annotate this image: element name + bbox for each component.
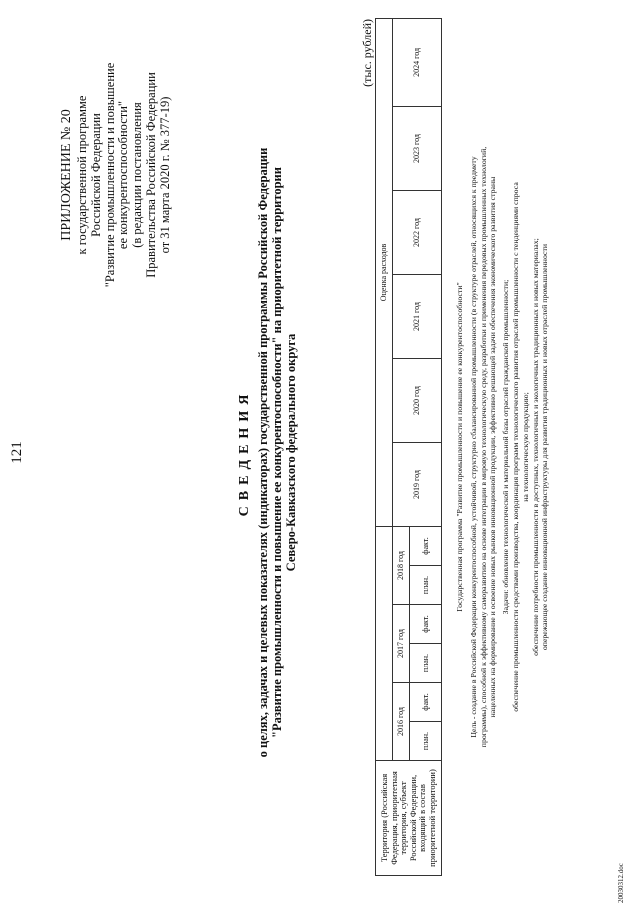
fact-header: факт. — [410, 526, 442, 565]
indicators-table — [375, 18, 442, 876]
appendix-title: ПРИЛОЖЕНИЕ № 20 — [59, 109, 74, 241]
page-number: 121 — [9, 441, 25, 464]
estimate-year-header: 2019 год — [393, 442, 442, 526]
territory-header: Территория (Российская Федерация, приоритетная территория, субъект Российской Федерации, входящий в состав приоритетной территории) — [376, 761, 442, 876]
task-line: обеспечение промышленности средствами производства, координация программ технологического развития отраслей промышленности с тенденциями спроса — [510, 182, 520, 712]
fact-header: факт. — [410, 605, 442, 644]
title-line: "Развитие промышленности и повышение ее конкурентоспособности" на приоритетной территории — [270, 167, 284, 738]
units-label: (тыс. рублей) — [360, 19, 374, 87]
document-title — [238, 100, 298, 805]
appendix-line: к государственной программе — [75, 95, 89, 255]
appendix-line: Российской Федерации — [88, 113, 103, 237]
appendix-line: Правительства Российской Федерации — [143, 72, 158, 278]
header-spacer — [376, 526, 393, 760]
title-line: Северо-Кавказского федерального округа — [284, 333, 298, 572]
document-code: 20030312.doc — [617, 863, 625, 903]
title-line: о целях, задачах и целевых показателях (индикаторах) государственной программы Российской Федерации — [256, 147, 270, 758]
task-line: опережающее создание инновационной инфраструктуры для развития традиционных и новых отраслей промышленности — [540, 243, 550, 651]
appendix-line: "Развитие промышленности и повышение — [102, 62, 117, 288]
plan-header: план. — [410, 644, 442, 683]
program-title: Государственная программа "Развитие промышленности и повышение ее конкурентоспособности" — [455, 282, 464, 612]
appendix-line: (в редакции постановления — [130, 102, 145, 248]
tasks-line: Задачи: обновление технологической и материальной базы отраслей гражданской промышленности; — [501, 279, 511, 615]
goal-line: программы), способной к эффективному саморазвитию на основе интеграции в мировую технологическую среду, разработки и применения передовых промышленных технологий, — [478, 146, 488, 748]
goal-line: Цель - создание в Российской Федерации конкурентоспособной, устойчивой, структурно сбалансированной промышленности (в структуре отраслей, относящихся к предмету — [468, 156, 478, 738]
appendix-line: ее конкурентоспособности" — [116, 100, 131, 250]
appendix-line: от 31 марта 2020 г. № 377-19) — [157, 96, 172, 254]
program-description — [455, 21, 550, 873]
estimate-year-header: 2023 год — [393, 106, 442, 190]
year-2017-header: 2017 год — [393, 605, 410, 683]
fact-header: факт. — [410, 683, 442, 722]
task-line: обеспечение потребности промышленности в доступных, технологичных и экологичных традиционных и новых материалах; — [530, 238, 540, 656]
estimate-year-header: 2021 год — [393, 274, 442, 358]
plan-header: план. — [410, 566, 442, 605]
estimate-year-header: 2022 год — [393, 190, 442, 274]
year-2016-header: 2016 год — [393, 683, 410, 761]
appendix-block — [58, 25, 173, 325]
estimate-year-header: 2020 год — [393, 358, 442, 442]
year-2018-header: 2018 год — [393, 526, 410, 604]
task-line: на технологическую продукцию; — [520, 392, 530, 502]
heading: СВЕДЕНИЯ — [237, 388, 252, 517]
estimate-header: Оценка расходов — [376, 18, 393, 526]
plan-header: план. — [410, 722, 442, 761]
estimate-year-header: 2024 год — [393, 18, 442, 106]
goal-line: нацеленных на формирование и освоение новых рынков инновационной продукции, эффективно решающей задачи обеспечения экономического развития страны — [488, 176, 498, 718]
